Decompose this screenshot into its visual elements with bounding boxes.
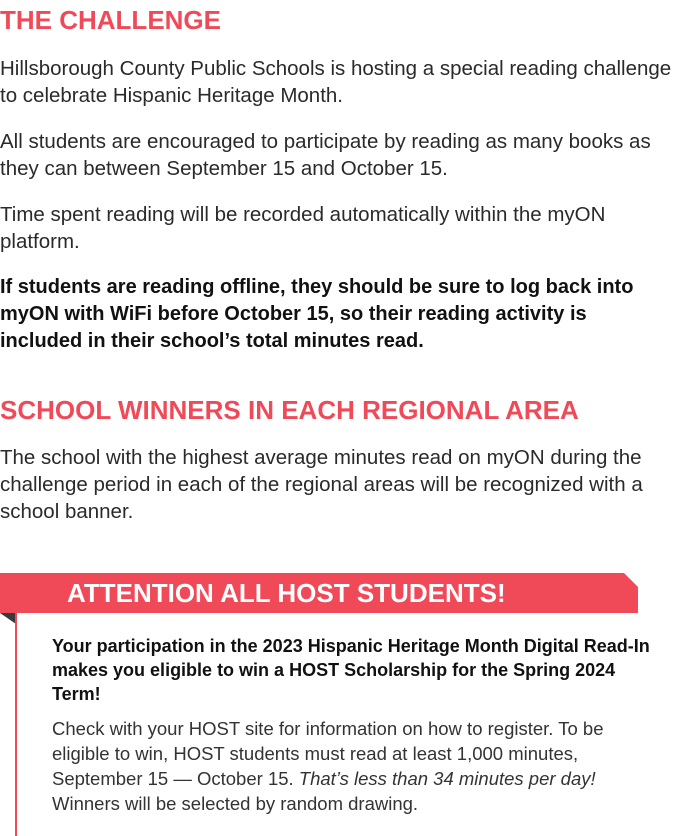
callout-accent-line bbox=[15, 613, 17, 836]
host-banner-title: ATTENTION ALL HOST STUDENTS! bbox=[67, 578, 506, 608]
winners-paragraph: The school with the highest average minutes read on myON during the challenge period in each of the regional areas will be recognized with a school banner. bbox=[0, 446, 643, 523]
host-body-emphasis: That’s less than 34 minutes per day! bbox=[298, 768, 596, 789]
challenge-heading: THE CHALLENGE bbox=[0, 5, 221, 35]
winners-heading: SCHOOL WINNERS IN EACH REGIONAL AREA bbox=[0, 395, 579, 425]
host-body-end: Winners will be selected by random drawing. bbox=[52, 793, 419, 814]
host-eligibility-body bbox=[52, 716, 662, 816]
banner-fold-shape bbox=[0, 613, 16, 624]
host-eligibility-lead: Your participation in the 2023 Hispanic Heritage Month Digital Read-In makes you eligible to win a HOST Scholarship for the Spring 2024 Term! bbox=[52, 636, 650, 704]
challenge-paragraph-1: Hillsborough County Public Schools is hosting a special reading challenge to celebrate Hispanic Heritage Month. bbox=[0, 57, 672, 107]
challenge-paragraph-2: All students are encouraged to participate by reading as many books as they can between September 15 and October 15. bbox=[0, 130, 651, 180]
host-body-start: Check with your HOST site for information on how to register. To be eligible to win, HOST students must read at least 1,000 minutes, September 15 — October 15. bbox=[52, 718, 604, 789]
challenge-paragraph-3: Time spent reading will be recorded automatically within the myON platform. bbox=[0, 203, 606, 253]
offline-reading-notice: If students are reading offline, they should be sure to log back into myON with WiFi before October 15, so their reading activity is included in their school’s total minutes read. bbox=[0, 276, 634, 352]
